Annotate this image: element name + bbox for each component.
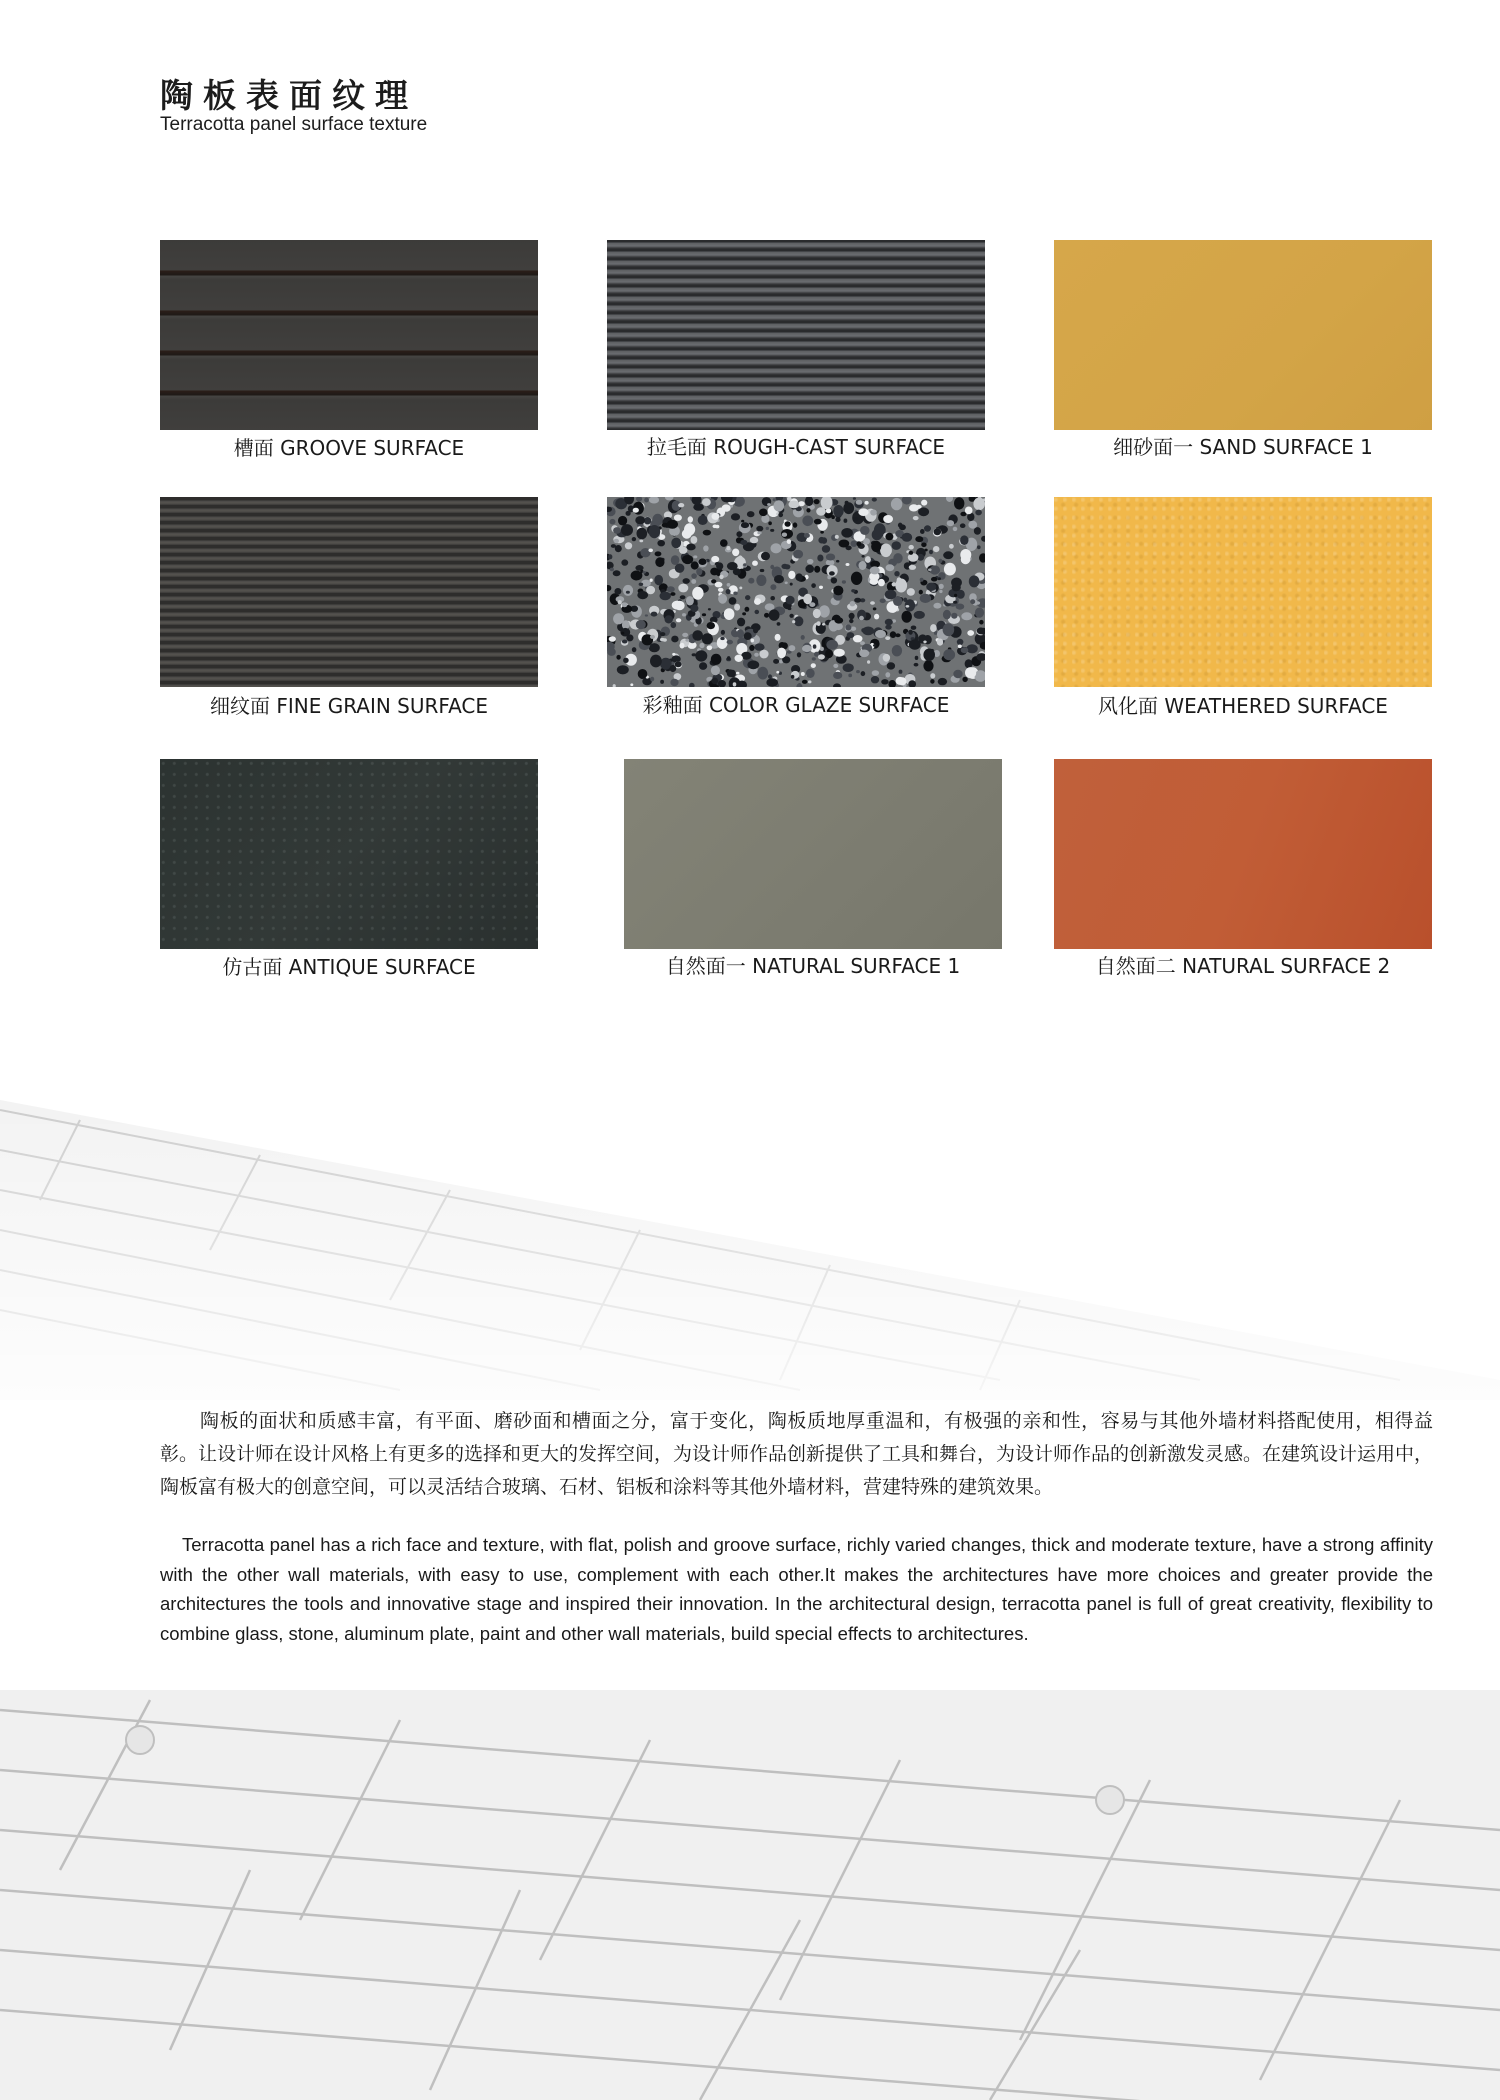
weathered-surface-caption: 风化面 WEATHERED SURFACE bbox=[1098, 694, 1388, 718]
antique-surface-swatch bbox=[160, 759, 538, 949]
natural-surface-1-swatch bbox=[624, 759, 1002, 949]
description-paragraph-en: Terracotta panel has a rich face and texture, with flat, polish and groove surface, richly varied changes, thick and moderate texture, have a strong affinity with the other wall materials, with easy to use, complement with each other.It makes the architectures have more choices and greater provide the architectures the tools and innovative stage and inspired their innovation. In the architectural design, terracotta panel is full of great creativity, flexibility to combine glass, stone, aluminum plate, paint and other wall materials, build special effects to architectures. bbox=[160, 1534, 1433, 1644]
groove-surface-caption: 槽面 GROOVE SURFACE bbox=[233, 436, 465, 460]
description-paragraph-cn: 陶板的面状和质感丰富，有平面、磨砂面和槽面之分，富于变化，陶板质地厚重温和，有极强的亲和性，容易与其他外墙材料搭配使用，相得益彰。让设计师在设计风格上有更多的选择和更大的发挥空间，为设计师作品创新提供了工具和舞台，为设计师作品的创新激发灵感。在建筑设计运用中，陶板富有极大的创意空间，可以灵活结合玻璃、石材、铝板和涂料等其他外墙材料，营建特殊的建筑效果。 bbox=[160, 1410, 1434, 1498]
color-glaze-surface-caption: 彩釉面 COLOR GLAZE SURFACE bbox=[642, 693, 950, 717]
natural-surface-1-caption: 自然面一 NATURAL SURFACE 1 bbox=[665, 954, 961, 978]
page-subtitle: Terracotta panel surface texture bbox=[160, 114, 428, 135]
weathered-surface-swatch bbox=[1054, 497, 1432, 687]
fine-grain-surface-swatch bbox=[160, 497, 538, 687]
roof-shingle-background-bottom bbox=[0, 1690, 1500, 2100]
sand-surface-1-caption: 细砂面一 SAND SURFACE 1 bbox=[1113, 435, 1373, 459]
natural-surface-2-swatch bbox=[1054, 759, 1432, 949]
groove-surface-swatch bbox=[160, 240, 538, 430]
roof-shingle-background-top bbox=[0, 1080, 1500, 1400]
sand-surface-1-swatch bbox=[1054, 240, 1432, 430]
rough-cast-surface-swatch bbox=[607, 240, 985, 430]
fine-grain-surface-caption: 细纹面 FINE GRAIN SURFACE bbox=[209, 694, 489, 718]
rough-cast-surface-caption: 拉毛面 ROUGH-CAST SURFACE bbox=[646, 435, 946, 459]
page-title: 陶板表面纹理 bbox=[160, 76, 418, 115]
natural-surface-2-caption: 自然面二 NATURAL SURFACE 2 bbox=[1095, 954, 1391, 978]
antique-surface-caption: 仿古面 ANTIQUE SURFACE bbox=[222, 955, 476, 979]
color-glaze-surface-swatch bbox=[607, 497, 985, 687]
